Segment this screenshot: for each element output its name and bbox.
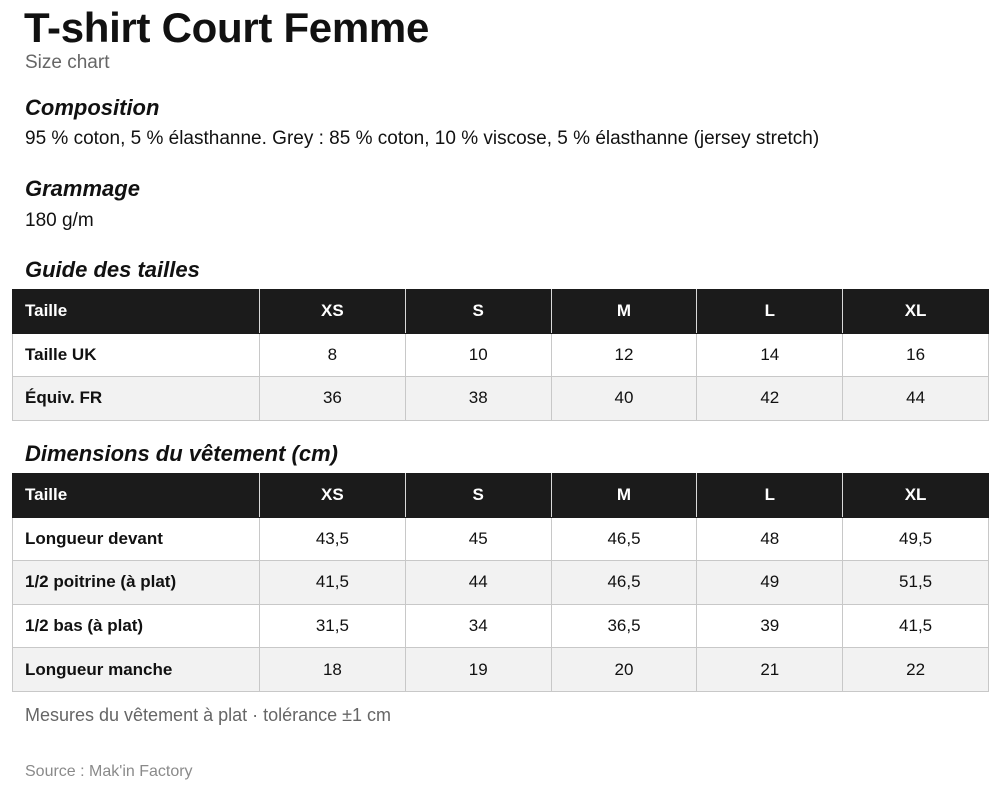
table-cell: 16 — [843, 333, 989, 377]
table-cell: 46,5 — [551, 517, 697, 561]
table-cell: 41,5 — [843, 604, 989, 648]
column-header: Taille — [13, 474, 260, 518]
table-cell: 48 — [697, 517, 843, 561]
table-row — [13, 604, 989, 648]
table-row — [13, 377, 989, 421]
column-header: S — [405, 474, 551, 518]
table-cell: 34 — [405, 604, 551, 648]
column-header: L — [697, 290, 843, 334]
table-cell: 45 — [405, 517, 551, 561]
dimensions-table — [12, 473, 989, 692]
row-label: Équiv. FR — [13, 377, 260, 421]
page-subtitle: Size chart — [25, 52, 110, 73]
row-label: 1/2 poitrine (à plat) — [13, 561, 260, 605]
table-cell: 12 — [551, 333, 697, 377]
table-cell: 51,5 — [843, 561, 989, 605]
grammage-text: 180 g/m — [25, 210, 94, 231]
table-cell: 43,5 — [260, 517, 406, 561]
grammage-heading: Grammage — [25, 176, 140, 201]
composition-text: 95 % coton, 5 % élasthanne. Grey : 85 % coton, 10 % viscose, 5 % élasthanne (jersey stretch) — [25, 128, 820, 149]
table-row — [13, 561, 989, 605]
source-credit: Source : Mak'in Factory — [25, 763, 193, 780]
table-cell: 49,5 — [843, 517, 989, 561]
table-cell: 41,5 — [260, 561, 406, 605]
column-header: Taille — [13, 290, 260, 334]
table-cell: 18 — [260, 648, 406, 692]
table-cell: 40 — [551, 377, 697, 421]
table-cell: 49 — [697, 561, 843, 605]
table-cell: 21 — [697, 648, 843, 692]
size-guide-table — [12, 289, 989, 421]
column-header: S — [405, 290, 551, 334]
table-cell: 22 — [843, 648, 989, 692]
column-header: XL — [843, 474, 989, 518]
size-guide-heading: Guide des tailles — [25, 257, 200, 282]
measurement-note: Mesures du vêtement à plat · tolérance ±1 cm — [25, 705, 392, 725]
table-cell: 44 — [405, 561, 551, 605]
column-header: M — [551, 474, 697, 518]
row-label: Taille UK — [13, 333, 260, 377]
table-cell: 10 — [405, 333, 551, 377]
table-cell: 31,5 — [260, 604, 406, 648]
table-cell: 39 — [697, 604, 843, 648]
table-row — [13, 333, 989, 377]
table-cell: 38 — [405, 377, 551, 421]
row-label: Longueur manche — [13, 648, 260, 692]
table-cell: 20 — [551, 648, 697, 692]
table-cell: 36 — [260, 377, 406, 421]
table-cell: 46,5 — [551, 561, 697, 605]
page-title: T-shirt Court Femme — [24, 4, 430, 51]
column-header: XS — [260, 474, 406, 518]
table-row — [13, 648, 989, 692]
table-cell: 8 — [260, 333, 406, 377]
table-row — [13, 517, 989, 561]
table-cell: 19 — [405, 648, 551, 692]
table-header-row — [13, 474, 989, 518]
column-header: L — [697, 474, 843, 518]
table-cell: 36,5 — [551, 604, 697, 648]
column-header: XS — [260, 290, 406, 334]
table-cell: 42 — [697, 377, 843, 421]
table-cell: 44 — [843, 377, 989, 421]
row-label: Longueur devant — [13, 517, 260, 561]
column-header: XL — [843, 290, 989, 334]
table-cell: 14 — [697, 333, 843, 377]
row-label: 1/2 bas (à plat) — [13, 604, 260, 648]
dimensions-heading: Dimensions du vêtement (cm) — [25, 441, 338, 466]
column-header: M — [551, 290, 697, 334]
composition-heading: Composition — [25, 95, 160, 120]
table-header-row — [13, 290, 989, 334]
